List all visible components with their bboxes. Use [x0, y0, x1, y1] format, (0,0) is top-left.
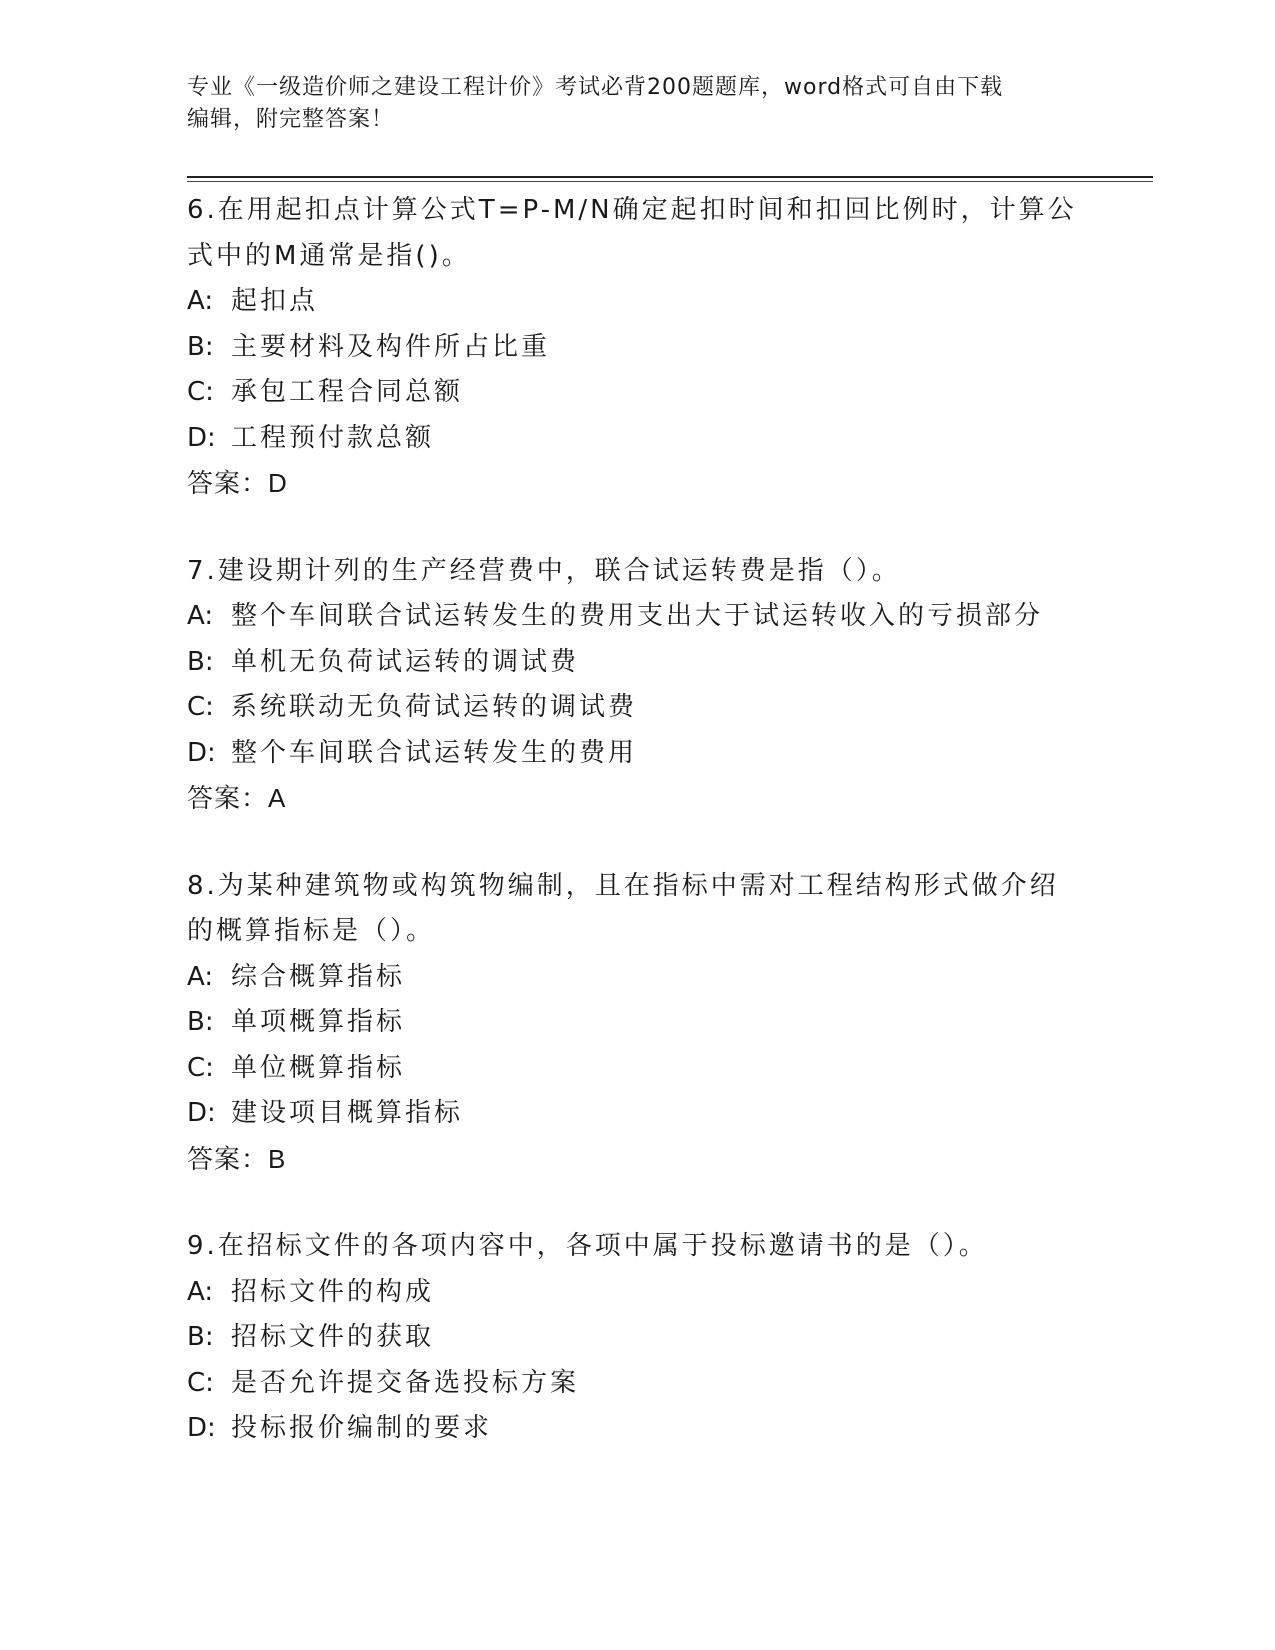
option-d: [187, 1406, 1107, 1452]
option-c: [187, 1361, 1107, 1407]
question-8: [187, 864, 1107, 1183]
option-text: 投标报价编制的要求: [231, 1413, 493, 1443]
option-a: [187, 594, 1107, 640]
option-text: 建设项目概算指标: [231, 1098, 464, 1128]
option-letter: C:: [187, 1052, 214, 1083]
option-letter: D:: [187, 422, 216, 453]
option-letter: D:: [187, 1413, 216, 1443]
option-d: [187, 1091, 1107, 1137]
question-9: [187, 1224, 1107, 1452]
question-text-line: 9.在招标文件的各项内容中，各项中属于投标邀请书的是（）。: [187, 1231, 988, 1261]
option-b: [187, 640, 1107, 686]
option-b: [187, 1315, 1107, 1361]
option-letter: A:: [187, 961, 214, 992]
option-a: [187, 955, 1107, 1001]
option-text: 承包工程合同总额: [231, 377, 464, 407]
header-divider: [187, 176, 1153, 178]
option-d: [187, 416, 1107, 462]
option-d: [187, 731, 1107, 777]
option-b: [187, 325, 1107, 371]
option-text: 是否允许提交备选投标方案: [231, 1367, 580, 1398]
option-text: 单位概算指标: [231, 1052, 406, 1083]
option-letter: C:: [187, 1367, 214, 1398]
option-text: 单项概算指标: [231, 1007, 406, 1037]
question-list: [187, 188, 1107, 1494]
option-letter: B:: [187, 1007, 214, 1037]
option-text: 主要材料及构件所占比重: [231, 331, 551, 362]
option-letter: B:: [187, 646, 214, 677]
option-a: [187, 1270, 1107, 1316]
question-text-line: 7.建设期计列的生产经营费中，联合试运转费是指（）。: [187, 555, 901, 586]
question-text-line: 式中的M通常是指()。: [187, 240, 471, 271]
question-text-line: 的概算指标是（）。: [187, 916, 436, 946]
question-text-line: 8.为某种建筑物或构筑物编制，且在指标中需对工程结构形式做介绍: [187, 870, 1059, 901]
option-letter: D:: [187, 737, 216, 768]
option-letter: A:: [187, 601, 214, 631]
header-divider-thin: [187, 181, 1153, 182]
option-text: 工程预付款总额: [231, 422, 435, 453]
option-a: [187, 279, 1107, 325]
answer: 答案：A: [187, 783, 287, 813]
option-text: 单机无负荷试运转的调试费: [231, 646, 580, 677]
option-letter: B:: [187, 1322, 214, 1352]
question-text-line: 6.在用起扣点计算公式T=P-M/N确定起扣时间和扣回比例时，计算公: [187, 195, 1077, 225]
option-text: 综合概算指标: [231, 961, 406, 992]
header-line-2: 编辑，附完整答案！: [187, 107, 395, 132]
option-letter: D:: [187, 1098, 216, 1128]
answer: 答案：B: [187, 1143, 287, 1174]
option-text: 招标文件的构成: [231, 1276, 435, 1307]
answer: 答案：D: [187, 468, 288, 498]
question-7: [187, 549, 1107, 822]
option-text: 起扣点: [231, 286, 319, 316]
option-letter: A:: [187, 286, 214, 316]
option-letter: A:: [187, 1276, 214, 1307]
option-letter: C:: [187, 692, 214, 722]
option-letter: C:: [187, 377, 214, 407]
option-letter: B:: [187, 331, 214, 362]
option-text: 整个车间联合试运转发生的费用: [231, 737, 638, 768]
option-c: [187, 370, 1107, 416]
option-c: [187, 685, 1107, 731]
option-text: 整个车间联合试运转发生的费用支出大于试运转收入的亏损部分: [231, 601, 1044, 631]
option-text: 招标文件的获取: [231, 1322, 435, 1352]
header-line-1: 专业《一级造价师之建设工程计价》考试必背200题题库，word格式可自由下载: [187, 75, 1004, 100]
document-header: [187, 72, 1067, 136]
option-text: 系统联动无负荷试运转的调试费: [231, 692, 638, 722]
option-b: [187, 1000, 1107, 1046]
question-6: [187, 188, 1107, 507]
option-c: [187, 1046, 1107, 1092]
